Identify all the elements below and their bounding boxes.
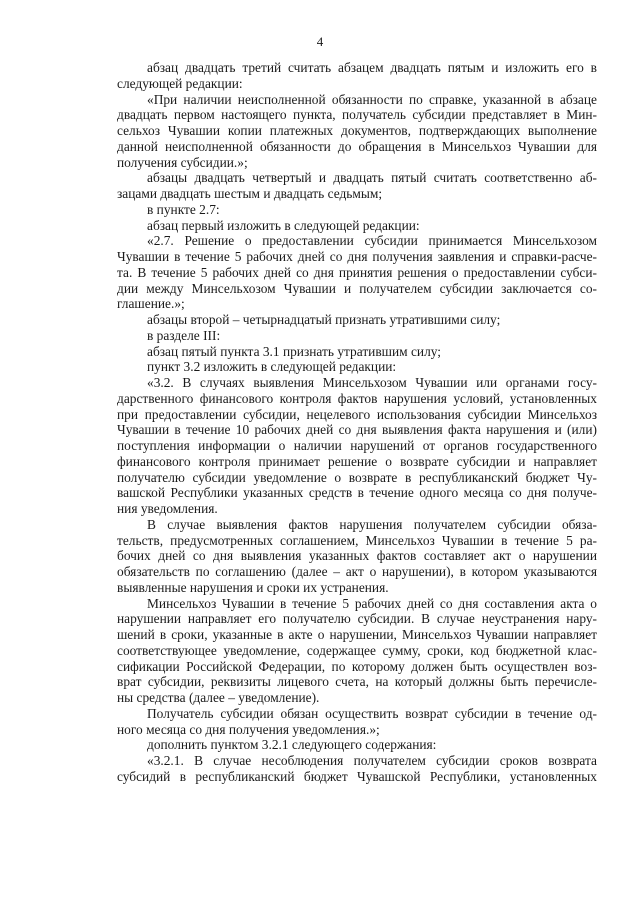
text-line: обязательств по соглашению (далее – акт о нарушении), в котором указываются xyxy=(117,564,597,579)
text-line: абзац первый изложить в следующей редакции: xyxy=(147,217,420,233)
text-line: ния уведомления. xyxy=(117,501,218,516)
text-line: получения субсидии.»; xyxy=(117,154,248,170)
text-line: пункт 3.2 изложить в следующей редакции: xyxy=(147,359,397,375)
text-line: «2.7. Решение о предоставлении субсидии принимается Минсельхозом xyxy=(147,233,597,249)
text-line: данной неисполненной обязанности до обращения в Минсельхоз Чувашии для xyxy=(117,138,597,154)
text-line: абзацы двадцать четвертый и двадцать пятый считать соответственно аб- xyxy=(147,170,597,186)
text-line: «3.2.1. В случае несоблюдения получателем субсидии сроков возврата xyxy=(147,753,597,768)
text-line: вашской Республики указанных средств в течение одного месяца со дня получе- xyxy=(117,485,597,501)
text-line: та. В течение 5 рабочих дней со дня принятия решения о предоставлении субси- xyxy=(117,264,597,280)
text-line: дии между Минсельхозом Чувашии и получателем субсидии заключается со- xyxy=(117,280,597,296)
text-line: поступления информации о наличии нарушений от органов государственного xyxy=(117,438,597,453)
text-line: сельхоз Чувашии копии платежных документов, подтверждающих выполнение xyxy=(117,123,597,138)
text-line: тельств, предусмотренных соглашением, Минсельхоз Чувашии в течение 5 ра- xyxy=(117,532,597,548)
text-line: соответствующее уведомление, содержащее сумму, сроки, код бюджетной клас- xyxy=(117,642,597,658)
text-line: Минсельхоз Чувашии в течение 5 рабочих дней со дня составления акта о xyxy=(147,595,597,611)
text-line: в пункте 2.7: xyxy=(147,201,220,217)
text-line: сификации Российской Федерации, по которому должен быть осуществлен воз- xyxy=(117,658,597,674)
text-line: абзац пятый пункта 3.1 признать утратившим силу; xyxy=(147,343,441,359)
text-line: выявленные нарушения и сроки их устранения. xyxy=(117,579,389,595)
text-line: зацами двадцать шестым и двадцать седьмым; xyxy=(117,186,383,201)
text-line: В случае выявления фактов нарушения получателем субсидии обяза- xyxy=(147,516,597,532)
text-line: бочих дней со дня выявления указанных фактов составляет акт о нарушении xyxy=(117,548,597,564)
text-line: дополнить пунктом 3.2.1 следующего содержания: xyxy=(147,737,437,753)
text-line: глашение.»; xyxy=(117,296,185,312)
text-line: ного месяца со дня получения уведомления.»; xyxy=(117,721,380,737)
text-line: в разделе III: xyxy=(147,327,221,343)
text-line: Чувашии в течение 10 рабочих дней со дня выявления факта нарушения и (или) xyxy=(117,422,597,438)
text-line: следующей редакции: xyxy=(117,75,243,91)
text-line: финансового контроля принимает решение о возврате субсидии и направляет xyxy=(117,453,597,469)
text-line: абзац двадцать третий считать абзацем двадцать пятым и изложить его в xyxy=(147,60,597,75)
text-line: дарственного финансового контроля фактов нарушения условий, установленных xyxy=(117,390,597,406)
text-line: ны средства (далее – уведомление). xyxy=(117,690,320,705)
text-line: Чувашии в течение 5 рабочих дней со дня получения заявления и справки-расче- xyxy=(117,249,597,264)
text-line: врат субсидии, реквизиты лицевого счета, на который должны быть перечисле- xyxy=(117,674,597,690)
text-line: нарушении направляет его получателю субсидии. В случае неустранения нару- xyxy=(117,611,597,627)
text-line: «При наличии неисполненной обязанности по справке, указанной в абзаце xyxy=(147,91,597,107)
document-body xyxy=(117,60,597,785)
text-line: «3.2. В случаях выявления Минсельхозом Чувашии или органами госу- xyxy=(147,375,597,390)
text-line: при предоставлении субсидии, нецелевого использования субсидии Минсельхоз xyxy=(117,406,597,422)
text-line: субсидий в республиканский бюджет Чувашской Республики, установленных xyxy=(117,768,597,784)
text-line: получателю субсидии уведомление о возврате в республиканский бюджет Чу- xyxy=(117,469,597,485)
page-number: 4 xyxy=(316,34,324,49)
text-line: шений в сроки, указанные в акте о нарушении, Минсельхоз Чувашии направляет xyxy=(117,627,597,642)
text-line: Получатель субсидии обязан осуществить возврат субсидии в течение од- xyxy=(147,705,597,721)
text-line: абзацы второй – четырнадцатый признать утратившими силу; xyxy=(147,312,501,327)
text-line: двадцать первом настоящего пункта, получатель субсидии представляет в Мин- xyxy=(117,107,597,123)
